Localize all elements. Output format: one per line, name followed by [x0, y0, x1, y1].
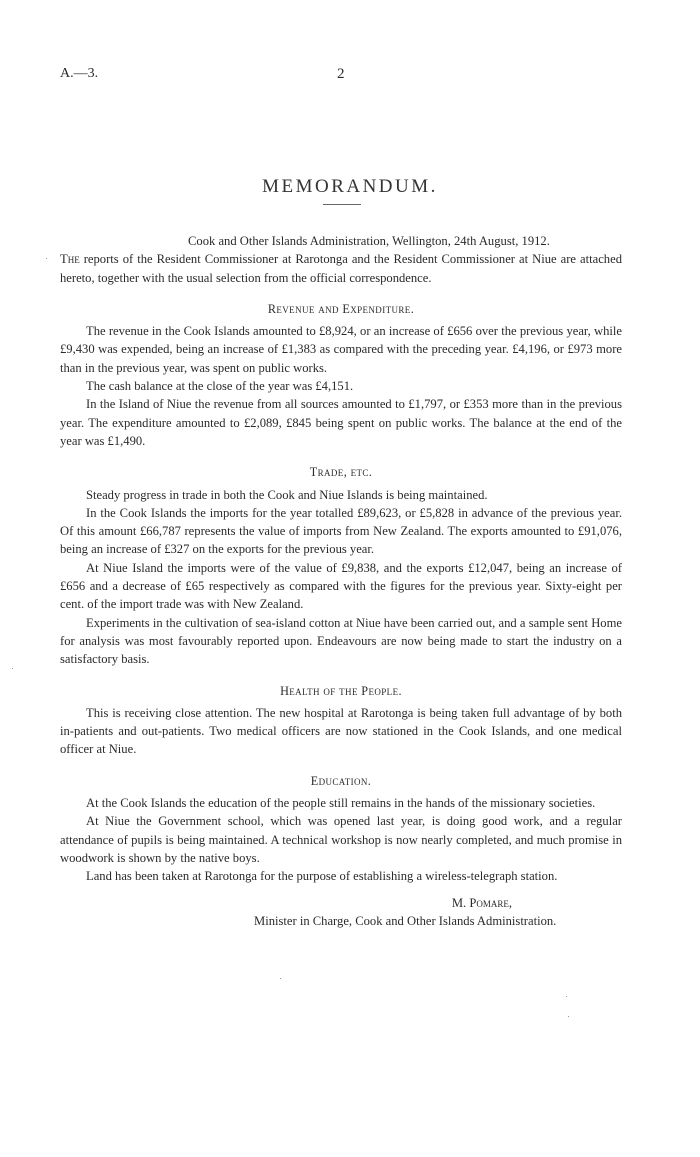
trade-paragraph: Steady progress in trade in both the Cook and Niue Islands is being maintained.: [86, 487, 488, 502]
trade-paragraph: Experiments in the cultivation of sea-island cotton at Niue have been carried out, and a sample sent Home for analysis was most favourably reported upon. Endeavours are now being made to start the industry on a satisfactory basis.: [60, 615, 622, 667]
section-heading-education: Education.: [310, 773, 372, 788]
scan-speck: [12, 668, 13, 669]
revenue-paragraph: The revenue in the Cook Islands amounted to £8,924, or an increase of £656 over the previous year, while £9,430 was expended, being an increase of £1,383 as compared with the preceding year. £4,196, or £973 more than in the previous year, was spent on public works.: [60, 324, 622, 375]
page-title: MEMORANDUM.: [262, 176, 438, 197]
revenue-paragraph: In the Island of Niue the revenue from all sources amounted to £1,797, or £353 more than in the previous year. The expenditure amounted to £2,089, £845 being spent on public works. The balance at the end of the year was £1,490.: [60, 397, 622, 448]
education-paragraph: At Niue the Government school, which was opened last year, is doing good work, and a regular attendance of pupils is being maintained. A technical workshop is now nearly completed, and much promise in woodwork is shown by the native boys.: [60, 814, 622, 865]
scan-speck: [280, 978, 281, 979]
signatory-name: M. Pomare,: [451, 895, 512, 910]
dateline: Cook and Other Islands Administration, Wellington, 24th August, 1912.: [188, 234, 550, 248]
section-heading-revenue: Revenue and Expenditure.: [267, 301, 415, 316]
trade-paragraph: In the Cook Islands the imports for the year totalled £89,623, or £5,828 in advance of the previous year. Of this amount £66,787 represents the value of imports from New Zealand. The exports amounted to £91,076, being an increase of £327 on the exports for the previous year.: [60, 505, 622, 557]
trade-paragraph: At Niue Island the imports were of the value of £9,838, and the exports £12,047, being an increase of £656 and a decrease of £65 respectively as compared with the figures for the previous year. Sixty-eight per cent. of the import trade was with New Zealand.: [60, 560, 622, 612]
scan-speck: [568, 1016, 569, 1017]
education-paragraph: At the Cook Islands the education of the people still remains in the hands of the missionary societies.: [86, 796, 596, 811]
intro-lead-word: The: [60, 252, 80, 267]
intro-paragraph: [60, 250, 622, 287]
section-heading-health: Health of the People.: [280, 683, 402, 698]
page-number: 2: [337, 66, 345, 82]
memorandum-body: [60, 232, 622, 930]
title-divider: [323, 204, 361, 205]
revenue-paragraph: The cash balance at the close of the year was £4,151.: [86, 379, 354, 394]
intro-text: reports of the Resident Commissioner at Rarotonga and the Resident Commissioner at Niue are attached hereto, together with the usual selection from the official correspondence.: [60, 252, 622, 285]
scan-speck: [566, 996, 567, 997]
education-paragraph: Land has been taken at Rarotonga for the purpose of establishing a wireless-telegraph station.: [86, 869, 558, 884]
document-reference: A.—3.: [60, 66, 99, 81]
health-paragraph: This is receiving close attention. The new hospital at Rarotonga is being taken full advantage of by both in-patients and out-patients. Two medical officers are now stationed in the Cook Islands, and one medical officer at Niue.: [60, 705, 622, 757]
scan-speck: [46, 258, 47, 259]
section-heading-trade: Trade, etc.: [309, 465, 373, 480]
signatory-title: Minister in Charge, Cook and Other Islands Administration.: [254, 913, 557, 928]
